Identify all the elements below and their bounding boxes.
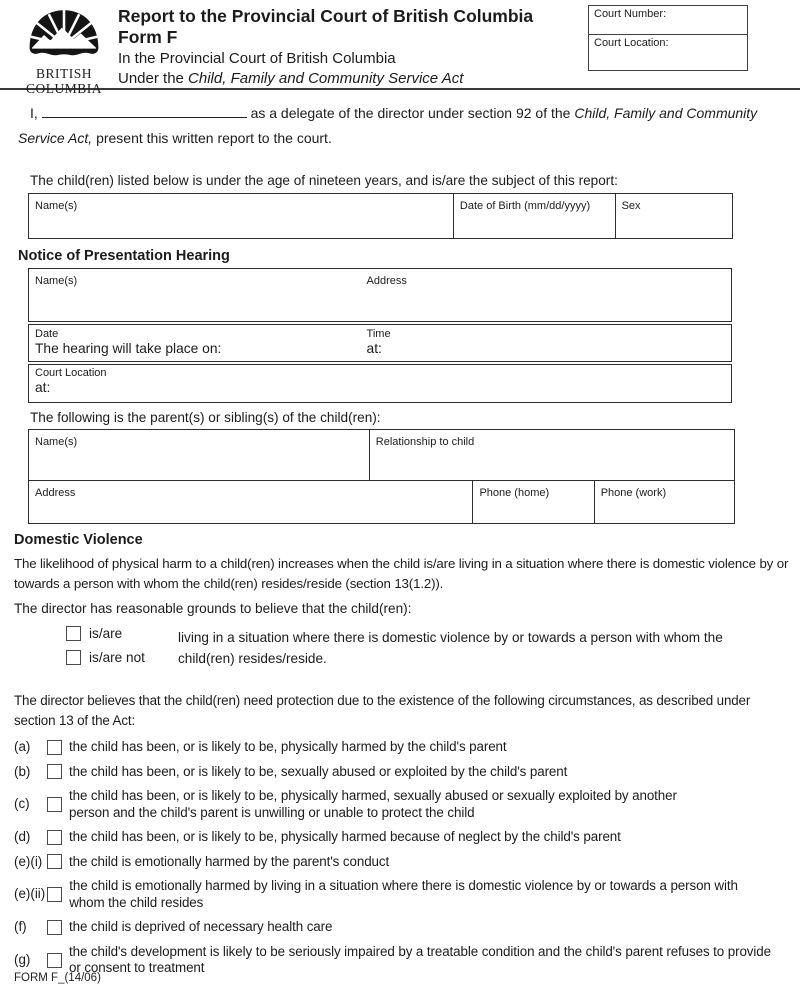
hearing-table — [28, 268, 732, 403]
checkbox-item-a[interactable] — [47, 740, 62, 755]
hearing-time-label: Time — [366, 328, 391, 340]
bc-sunrise-mountains-icon — [20, 4, 108, 66]
child-sex-field[interactable] — [615, 194, 732, 238]
child-names-label: Name(s) — [35, 200, 78, 212]
delegate-name-field[interactable] — [42, 104, 247, 118]
domestic-violence-options — [66, 626, 800, 669]
parent-address-label: Address — [35, 487, 76, 499]
hearing-date-label: Date — [35, 328, 59, 340]
item-label-f: (f) — [14, 919, 27, 934]
intro-suffix: present this written report to the court. — [96, 130, 332, 146]
protection-item-e-i — [14, 854, 800, 871]
intro-after-blank: as a delegate of the director under section 92 of the — [250, 105, 571, 121]
title-block — [118, 6, 578, 88]
checkbox-item-f[interactable] — [47, 920, 62, 935]
hearing-date-field[interactable] — [29, 325, 365, 361]
item-text-d: the child has been, or is likely to be, physically harmed because of neglect by the child's parent — [69, 829, 621, 844]
is-are-not-label: is/are not — [89, 650, 145, 665]
form-act-line — [118, 69, 578, 88]
hearing-date-text: The hearing will take place on: — [35, 341, 222, 356]
checkbox-item-e-ii[interactable] — [47, 887, 62, 902]
child-sex-label: Sex — [621, 200, 641, 212]
parent-names-label: Name(s) — [35, 436, 78, 448]
delegate-declaration — [18, 101, 788, 151]
item-label-d: (d) — [14, 829, 31, 844]
form-title: Report to the Provincial Court of British Columbia — [118, 6, 534, 26]
hearing-location-text: at: — [35, 380, 51, 395]
form-subtitle: In the Provincial Court of British Columbia — [118, 50, 396, 67]
hearing-date-time-row — [28, 324, 732, 362]
intro-act-italic: Child, Family and Community Service Act, — [18, 105, 758, 146]
form-code: FORM F_(14/06) — [14, 972, 101, 984]
protection-item-a — [14, 739, 800, 756]
checkbox-item-c[interactable] — [47, 797, 62, 812]
item-text-g: the child's development is likely to be seriously impaired by a treatable condition and the child's parent refuses to provide or consent to treatment — [69, 943, 771, 975]
grounds-lead: The director has reasonable grounds to believe that the child(ren): — [14, 601, 412, 616]
bc-government-logo — [20, 4, 108, 96]
parent-phone-home-label: Phone (home) — [479, 487, 550, 499]
child-names-field[interactable] — [29, 194, 453, 238]
item-label-a: (a) — [14, 739, 31, 754]
item-label-e-i: (e)(i) — [14, 853, 43, 869]
protection-items-list — [14, 739, 800, 977]
parent-phone-work-label: Phone (work) — [600, 487, 667, 499]
item-text-a: the child has been, or is likely to be, physically harmed by the child's parent — [69, 739, 507, 754]
domestic-violence-heading: Domestic Violence — [14, 532, 143, 548]
protection-item-f — [14, 919, 800, 936]
parent-phone-work-field[interactable] — [594, 481, 734, 523]
court-number-field[interactable] — [589, 6, 747, 35]
parent-phone-home-field[interactable] — [472, 481, 593, 523]
dv-checkbox-column — [66, 626, 178, 669]
parent-address-field[interactable] — [29, 481, 472, 523]
court-location-label: Court Location: — [594, 37, 669, 49]
hearing-address-label: Address — [366, 275, 407, 287]
intro-prefix: I, — [30, 105, 38, 121]
child-dob-field[interactable] — [453, 194, 615, 238]
dv-options-description: living in a situation where there is domestic violence by or towards a person with whom the child(ren) resides/reside. — [178, 630, 723, 666]
court-number-label: Court Number: — [594, 8, 667, 20]
checkbox-item-g[interactable] — [47, 953, 62, 968]
hearing-names-label: Name(s) — [35, 275, 78, 287]
court-info-box — [588, 5, 748, 71]
option-is-are-not — [66, 650, 178, 665]
item-label-e-ii: (e)(ii) — [14, 886, 46, 902]
parent-relationship-field[interactable] — [369, 430, 734, 480]
form-header — [0, 0, 800, 96]
domestic-violence-paragraph: The likelihood of physical harm to a child(ren) increases when the child is/are living in a situation where there is domestic violence by or towards a person with whom the child(ren) resides/reside (section 13(1.2)). — [14, 556, 789, 591]
item-text-b: the child has been, or is likely to be, sexually abused or exploited by the child's parent — [69, 763, 568, 779]
hearing-location-label: Court Location — [35, 367, 107, 379]
hearing-location-field[interactable] — [28, 364, 732, 403]
logo-text-british: BRITISH — [35, 66, 92, 81]
option-is-are — [66, 626, 178, 641]
protection-item-e-ii — [14, 878, 800, 911]
hearing-address-field[interactable] — [365, 269, 731, 321]
court-location-field[interactable] — [589, 35, 747, 70]
checkbox-item-e-i[interactable] — [47, 854, 62, 869]
item-text-f: the child is deprived of necessary health care — [69, 919, 333, 934]
under-prefix: Under the — [118, 70, 184, 87]
parent-names-field[interactable] — [29, 430, 369, 480]
hearing-time-text: at: — [366, 341, 382, 356]
children-table — [28, 193, 733, 239]
parents-name-relationship-row — [29, 430, 734, 481]
checkbox-item-d[interactable] — [47, 830, 62, 845]
children-lead: The child(ren) listed below is under the age of nineteen years, and is/are the subject of this report: — [30, 173, 618, 188]
item-text-e-ii: the child is emotionally harmed by living in a situation where there is domestic violence by or towards a person with whom the child resides — [69, 878, 738, 910]
item-label-b: (b) — [14, 763, 31, 779]
child-dob-label: Date of Birth (mm/dd/yyyy) — [459, 200, 591, 212]
checkbox-is-are-not[interactable] — [66, 650, 81, 665]
item-text-e-i: the child is emotionally harmed by the parent's conduct — [69, 853, 390, 869]
protection-item-c — [14, 788, 800, 821]
checkbox-item-b[interactable] — [47, 764, 62, 779]
parent-relationship-label: Relationship to child — [375, 436, 475, 448]
item-label-c: (c) — [14, 796, 30, 812]
protection-item-g — [14, 944, 800, 977]
parents-address-phone-row — [29, 481, 734, 523]
form-name: Form F — [118, 27, 178, 47]
hearing-names-field[interactable] — [29, 269, 365, 321]
protection-item-d — [14, 829, 800, 846]
item-text-c: the child has been, or is likely to be, physically harmed, sexually abused or sexually exploited by another person and the child's parent is unwilling or unable to protect the child — [69, 788, 677, 820]
checkbox-is-are[interactable] — [66, 626, 81, 641]
is-are-label: is/are — [89, 626, 123, 641]
logo-text-columbia: COLUMBIA — [25, 81, 102, 96]
item-label-g: (g) — [14, 951, 31, 967]
hearing-time-field[interactable] — [365, 325, 731, 361]
act-name: Child, Family and Community Service Act — [188, 70, 464, 87]
hearing-name-address-row — [28, 268, 732, 322]
parents-lead: The following is the parent(s) or sibling(s) of the child(ren): — [30, 410, 381, 425]
parents-table — [28, 429, 735, 524]
protection-lead: The director believes that the child(ren) need protection due to the existence of the following circumstances, as described under section 13 of the Act: — [14, 693, 751, 728]
hearing-heading: Notice of Presentation Hearing — [18, 248, 230, 264]
protection-item-b — [14, 764, 800, 781]
